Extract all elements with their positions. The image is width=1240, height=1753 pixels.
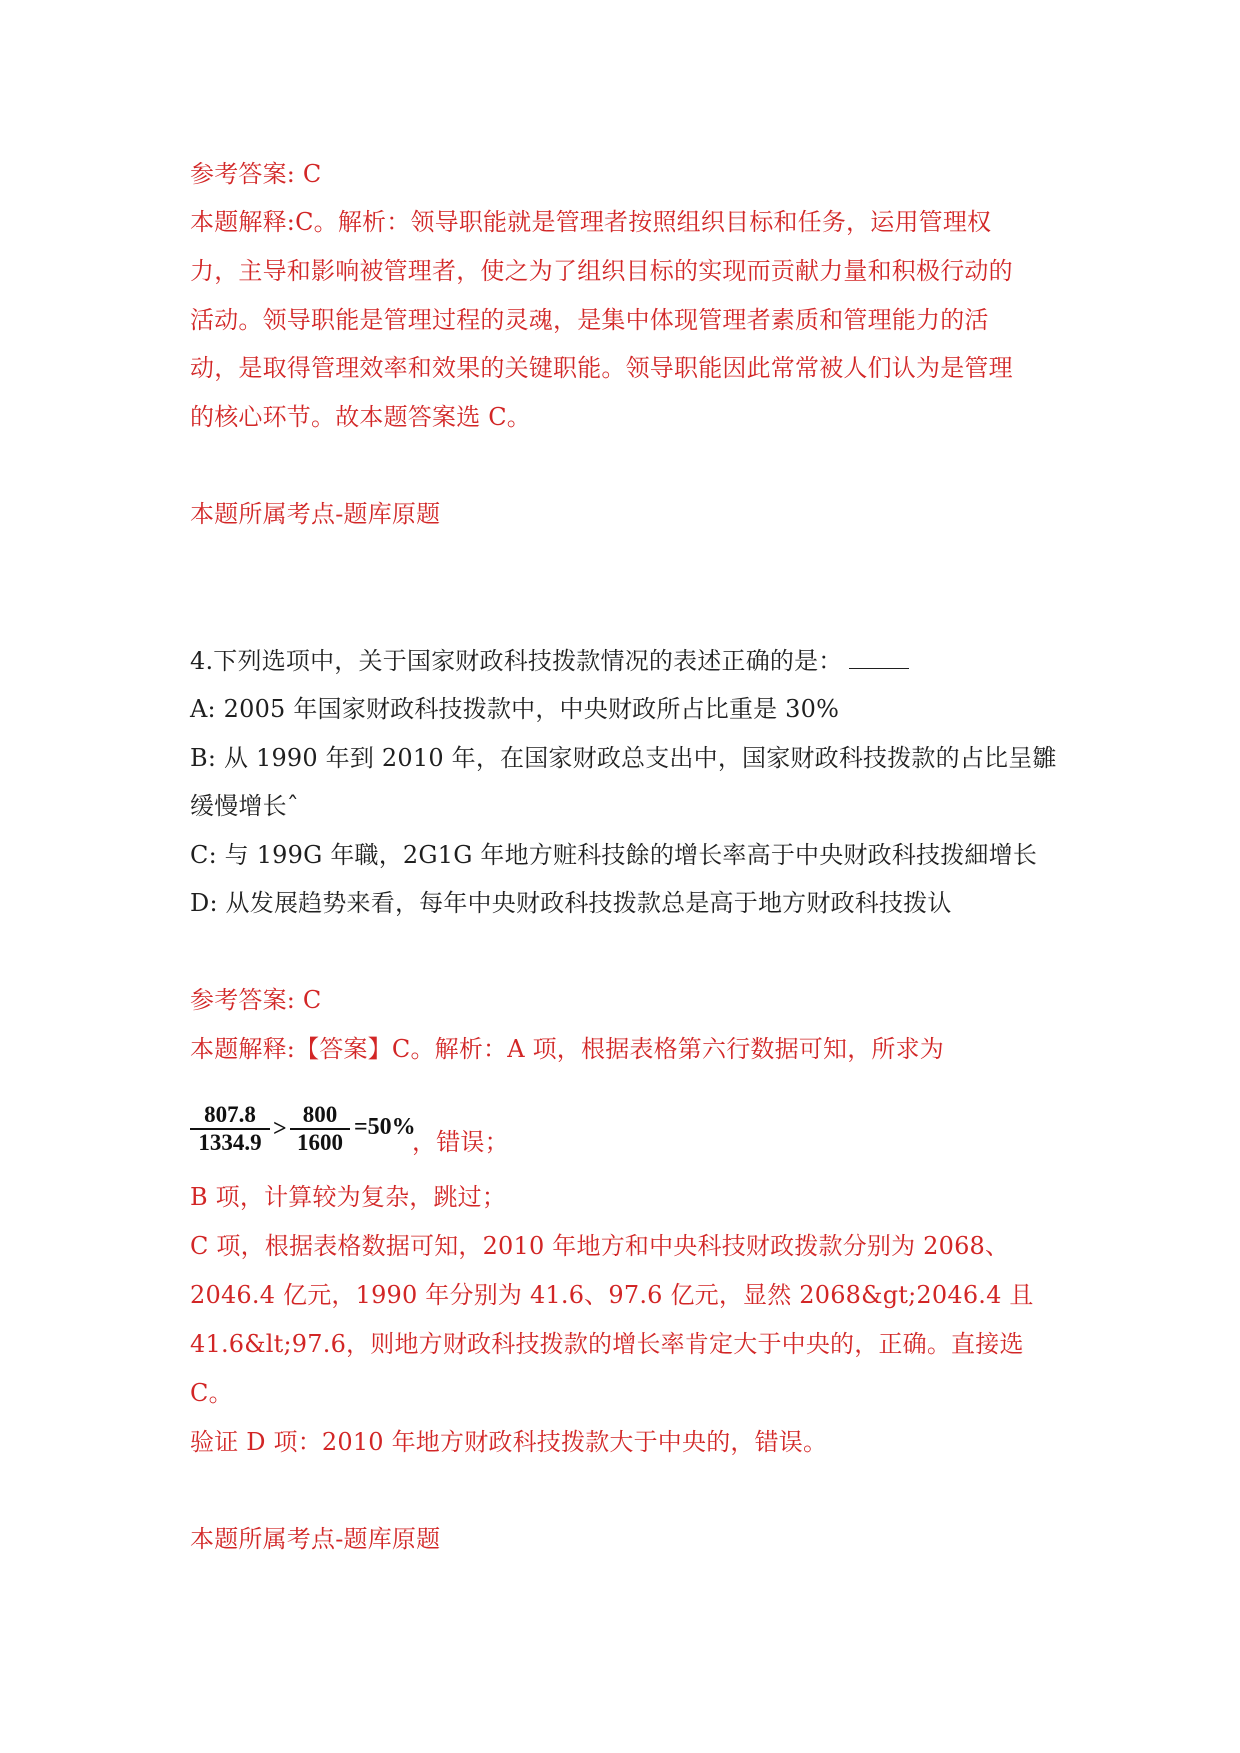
q4-explanation-line: 验证 D 项：2010 年地方财政科技拨款大于中央的，错误。 [190,1428,828,1456]
q4-option-c: C: 与 199G 年職，2G1G 年地方赃科技餘的增长率高于中央财政科技拨細增长 [190,841,1038,869]
q4-option-a: A: 2005 年国家财政科技拨款中，中央财政所占比重是 30% [190,695,840,723]
q4-question [190,645,909,677]
q4-explanation-line: B 项，计算较为复杂，跳过； [190,1183,507,1211]
fraction-2-denominator: 1600 [297,1130,343,1155]
q4-option-b: B: 从 1990 年到 2010 年，在国家财政总支出中，国家财政科技拨款的占比呈雛 [190,744,1057,772]
formula-result: =50% [354,1114,416,1140]
formula-suffix: ，错误； [412,1128,509,1156]
fraction-1 [190,1102,270,1156]
q4-explanation-line: C。 [190,1379,233,1407]
q3-explanation-line: 动，是取得管理效率和效果的关键职能。领导职能因此常常被人们认为是管理 [190,354,1013,382]
q4-option-b-cont: 缓慢增长ˆ [190,792,299,820]
q4-question-text: 4.下列选项中，关于国家财政科技拨款情况的表述正确的是： [190,647,843,675]
q4-explanation-line: 41.6&lt;97.6，则地方财政科技拨款的增长率肯定大于中央的，正确。直接选 [190,1330,1024,1358]
answer-blank [849,650,909,669]
q3-answer: 参考答案: C [190,160,322,188]
q3-explanation-line: 的核心环节。故本题答案选 C。 [190,403,531,431]
q4-explanation-intro: 本题解释:【答案】C。解析：A 项，根据表格第六行数据可知，所求为 [190,1035,945,1063]
q4-answer: 参考答案: C [190,986,322,1014]
greater-than-sign: > [273,1116,287,1142]
q4-topic: 本题所属考点-题库原题 [190,1525,441,1553]
q3-explanation-line: 力，主导和影响被管理者，使之为了组织目标的实现而贡献力量和积极行动的 [190,257,1013,285]
fraction-1-numerator: 807.8 [190,1102,270,1130]
q3-explanation-line: 活动。领导职能是管理过程的灵魂，是集中体现管理者素质和管理能力的活 [190,306,989,334]
fraction-2-numerator: 800 [290,1102,350,1130]
q3-topic: 本题所属考点-题库原题 [190,500,441,528]
q4-explanation-line: C 项，根据表格数据可知，2010 年地方和中央科技财政拨款分别为 2068、 [190,1232,1010,1260]
fraction-formula [190,1102,430,1162]
fraction-1-denominator: 1334.9 [198,1130,262,1155]
q4-explanation-line: 2046.4 亿元，1990 年分别为 41.6、97.6 亿元，显然 2068&gt;2046.4 且 [190,1281,1034,1309]
q3-explanation-line: 本题解释:C。解析：领导职能就是管理者按照组织目标和任务，运用管理权 [190,208,992,236]
q4-option-d: D: 从发展趋势来看，每年中央财政科技拨款总是高于地方财政科技拨认 [190,889,952,917]
fraction-2 [290,1102,350,1156]
